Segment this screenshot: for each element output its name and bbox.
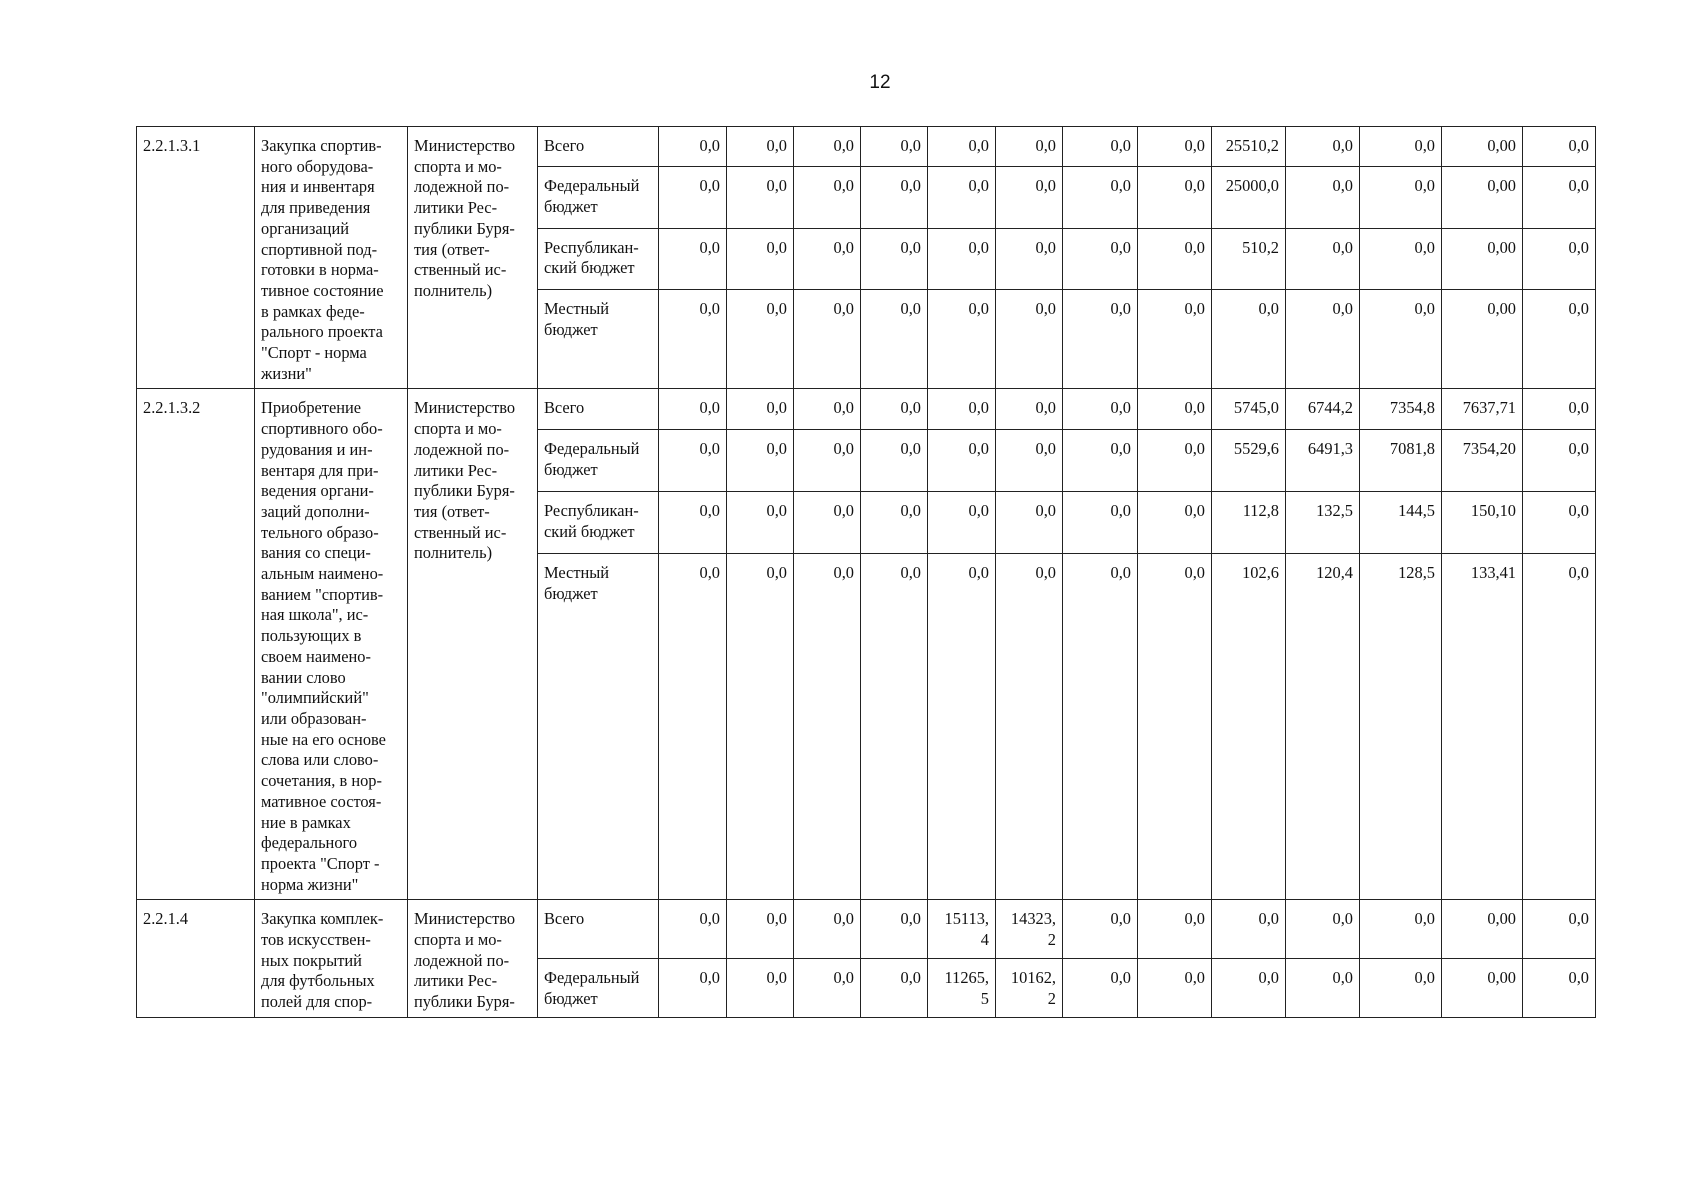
value-cell: 15113, 4 xyxy=(928,900,996,959)
value-cell: 0,0 xyxy=(1523,430,1596,492)
value-cell: 0,0 xyxy=(659,900,727,959)
funding-source: Местный бюджет xyxy=(538,289,659,389)
table-row xyxy=(137,127,1596,167)
value-cell: 0,0 xyxy=(659,959,727,1018)
value-cell: 0,0 xyxy=(861,554,928,900)
value-cell: 0,0 xyxy=(659,167,727,228)
value-cell: 510,2 xyxy=(1212,228,1286,289)
value-cell: 0,0 xyxy=(1063,430,1138,492)
activity-name: Закупка спортив- ного оборудова- ния и инвентаря для приведения организаций спортивной под- готовки в норма- тивное состояние в рамках феде- рального проекта "Спорт - норма жизни" xyxy=(255,127,408,389)
value-cell: 0,0 xyxy=(1138,959,1212,1018)
value-cell: 0,0 xyxy=(727,492,794,554)
executor: Министерство спорта и мо- лодежной по- литики Рес- публики Буря- тия (ответ- ственный ис- полнитель) xyxy=(408,389,538,900)
value-cell: 0,0 xyxy=(1360,167,1442,228)
value-cell: 0,0 xyxy=(727,389,794,430)
value-cell: 0,0 xyxy=(1212,959,1286,1018)
value-cell: 0,0 xyxy=(1523,167,1596,228)
value-cell: 128,5 xyxy=(1360,554,1442,900)
value-cell: 0,0 xyxy=(1360,900,1442,959)
value-cell: 0,0 xyxy=(996,228,1063,289)
value-cell: 0,0 xyxy=(794,492,861,554)
value-cell: 0,0 xyxy=(727,900,794,959)
value-cell: 0,0 xyxy=(1286,127,1360,167)
value-cell: 0,0 xyxy=(996,492,1063,554)
value-cell: 0,0 xyxy=(928,389,996,430)
value-cell: 0,0 xyxy=(1360,289,1442,389)
value-cell: 0,0 xyxy=(794,959,861,1018)
value-cell: 0,0 xyxy=(861,430,928,492)
value-cell: 7354,20 xyxy=(1442,430,1523,492)
value-cell: 0,0 xyxy=(861,167,928,228)
funding-source: Всего xyxy=(538,900,659,959)
value-cell: 150,10 xyxy=(1442,492,1523,554)
value-cell: 133,41 xyxy=(1442,554,1523,900)
value-cell: 11265, 5 xyxy=(928,959,996,1018)
value-cell: 0,00 xyxy=(1442,228,1523,289)
value-cell: 0,0 xyxy=(1523,228,1596,289)
value-cell: 0,0 xyxy=(659,492,727,554)
value-cell: 132,5 xyxy=(1286,492,1360,554)
value-cell: 0,0 xyxy=(727,430,794,492)
value-cell: 0,0 xyxy=(1138,228,1212,289)
value-cell: 0,0 xyxy=(794,289,861,389)
value-cell: 0,0 xyxy=(1138,900,1212,959)
value-cell: 0,0 xyxy=(659,389,727,430)
value-cell: 0,0 xyxy=(659,127,727,167)
value-cell: 0,0 xyxy=(1360,959,1442,1018)
value-cell: 120,4 xyxy=(1286,554,1360,900)
value-cell: 7081,8 xyxy=(1360,430,1442,492)
executor: Министерство спорта и мо- лодежной по- литики Рес- публики Буря- xyxy=(408,900,538,1018)
value-cell: 0,0 xyxy=(928,430,996,492)
value-cell: 0,0 xyxy=(1523,900,1596,959)
funding-source: Федеральный бюджет xyxy=(538,167,659,228)
value-cell: 0,0 xyxy=(928,554,996,900)
value-cell: 0,0 xyxy=(1138,492,1212,554)
value-cell: 0,0 xyxy=(659,430,727,492)
value-cell: 0,0 xyxy=(727,959,794,1018)
value-cell: 0,0 xyxy=(928,228,996,289)
value-cell: 0,0 xyxy=(659,289,727,389)
value-cell: 0,0 xyxy=(1286,228,1360,289)
value-cell: 0,00 xyxy=(1442,900,1523,959)
row-code: 2.2.1.3.2 xyxy=(137,389,255,900)
value-cell: 0,0 xyxy=(1286,167,1360,228)
value-cell: 6744,2 xyxy=(1286,389,1360,430)
value-cell: 0,0 xyxy=(928,127,996,167)
value-cell: 0,0 xyxy=(659,228,727,289)
value-cell: 10162, 2 xyxy=(996,959,1063,1018)
value-cell: 0,00 xyxy=(1442,289,1523,389)
funding-source: Республикан- ский бюджет xyxy=(538,228,659,289)
funding-source: Федеральный бюджет xyxy=(538,430,659,492)
value-cell: 6491,3 xyxy=(1286,430,1360,492)
value-cell: 0,0 xyxy=(928,167,996,228)
value-cell: 0,0 xyxy=(1138,167,1212,228)
executor: Министерство спорта и мо- лодежной по- литики Рес- публики Буря- тия (ответ- ственный ис- полнитель) xyxy=(408,127,538,389)
value-cell: 25000,0 xyxy=(1212,167,1286,228)
funding-source: Федеральный бюджет xyxy=(538,959,659,1018)
value-cell: 0,0 xyxy=(1286,900,1360,959)
value-cell: 0,0 xyxy=(794,228,861,289)
value-cell: 0,0 xyxy=(794,430,861,492)
row-code: 2.2.1.3.1 xyxy=(137,127,255,389)
value-cell: 0,0 xyxy=(1063,959,1138,1018)
value-cell: 0,0 xyxy=(1063,167,1138,228)
funding-source: Всего xyxy=(538,389,659,430)
value-cell: 0,0 xyxy=(1523,289,1596,389)
value-cell: 0,0 xyxy=(1063,492,1138,554)
value-cell: 0,0 xyxy=(659,554,727,900)
funding-source: Республикан- ский бюджет xyxy=(538,492,659,554)
value-cell: 0,0 xyxy=(996,554,1063,900)
value-cell: 0,0 xyxy=(996,289,1063,389)
value-cell: 0,0 xyxy=(1138,127,1212,167)
value-cell: 0,0 xyxy=(727,289,794,389)
value-cell: 0,0 xyxy=(1360,228,1442,289)
value-cell: 0,0 xyxy=(861,389,928,430)
value-cell: 0,0 xyxy=(1138,430,1212,492)
value-cell: 0,0 xyxy=(1063,900,1138,959)
value-cell: 5529,6 xyxy=(1212,430,1286,492)
value-cell: 0,0 xyxy=(1063,127,1138,167)
value-cell: 0,0 xyxy=(1286,289,1360,389)
value-cell: 0,0 xyxy=(996,127,1063,167)
value-cell: 0,0 xyxy=(1212,289,1286,389)
value-cell: 0,00 xyxy=(1442,127,1523,167)
value-cell: 0,0 xyxy=(1523,959,1596,1018)
value-cell: 14323, 2 xyxy=(996,900,1063,959)
value-cell: 0,0 xyxy=(1286,959,1360,1018)
value-cell: 0,0 xyxy=(928,492,996,554)
value-cell: 0,0 xyxy=(1063,228,1138,289)
value-cell: 112,8 xyxy=(1212,492,1286,554)
value-cell: 0,0 xyxy=(1523,389,1596,430)
value-cell: 0,0 xyxy=(727,554,794,900)
value-cell: 0,0 xyxy=(794,167,861,228)
value-cell: 0,0 xyxy=(1523,127,1596,167)
value-cell: 0,0 xyxy=(727,167,794,228)
value-cell: 0,0 xyxy=(794,127,861,167)
value-cell: 7637,71 xyxy=(1442,389,1523,430)
funding-source: Местный бюджет xyxy=(538,554,659,900)
page-number: 12 xyxy=(869,72,891,93)
value-cell: 0,0 xyxy=(861,959,928,1018)
value-cell: 0,0 xyxy=(727,127,794,167)
value-cell: 0,0 xyxy=(928,289,996,389)
value-cell: 0,0 xyxy=(1138,289,1212,389)
value-cell: 0,0 xyxy=(727,228,794,289)
value-cell: 144,5 xyxy=(1360,492,1442,554)
value-cell: 0,0 xyxy=(1063,389,1138,430)
value-cell: 0,00 xyxy=(1442,167,1523,228)
value-cell: 0,0 xyxy=(1138,554,1212,900)
row-code: 2.2.1.4 xyxy=(137,900,255,1018)
value-cell: 5745,0 xyxy=(1212,389,1286,430)
value-cell: 0,0 xyxy=(861,289,928,389)
value-cell: 0,0 xyxy=(861,127,928,167)
value-cell: 7354,8 xyxy=(1360,389,1442,430)
funding-source: Всего xyxy=(538,127,659,167)
budget-table xyxy=(136,126,1596,1018)
value-cell: 0,00 xyxy=(1442,959,1523,1018)
activity-name: Приобретение спортивного обо- рудования и ин- вентаря для при- ведения органи- заций дополни- тельного образо- вания со специ- альным наимено- ванием "спортив- ная школа", ис- пользующих в своем наимено- вании слово "олимпийский" или образован- ные на его основе слова или слово- сочетания, в нор- мативное состоя- ние в рамках федерального проекта "Спорт - норма жизни" xyxy=(255,389,408,900)
value-cell: 0,0 xyxy=(996,167,1063,228)
value-cell: 0,0 xyxy=(794,389,861,430)
activity-name: Закупка комплек- тов искусствен- ных покрытий для футбольных полей для спор- xyxy=(255,900,408,1018)
value-cell: 0,0 xyxy=(1523,554,1596,900)
value-cell: 0,0 xyxy=(996,430,1063,492)
value-cell: 0,0 xyxy=(794,900,861,959)
value-cell: 0,0 xyxy=(861,228,928,289)
value-cell: 102,6 xyxy=(1212,554,1286,900)
value-cell: 0,0 xyxy=(861,492,928,554)
value-cell: 0,0 xyxy=(1523,492,1596,554)
value-cell: 0,0 xyxy=(1063,554,1138,900)
value-cell: 0,0 xyxy=(1063,289,1138,389)
value-cell: 0,0 xyxy=(1138,389,1212,430)
value-cell: 0,0 xyxy=(996,389,1063,430)
value-cell: 0,0 xyxy=(1212,900,1286,959)
value-cell: 25510,2 xyxy=(1212,127,1286,167)
value-cell: 0,0 xyxy=(1360,127,1442,167)
table-row xyxy=(137,900,1596,959)
table-row xyxy=(137,389,1596,430)
value-cell: 0,0 xyxy=(861,900,928,959)
value-cell: 0,0 xyxy=(794,554,861,900)
